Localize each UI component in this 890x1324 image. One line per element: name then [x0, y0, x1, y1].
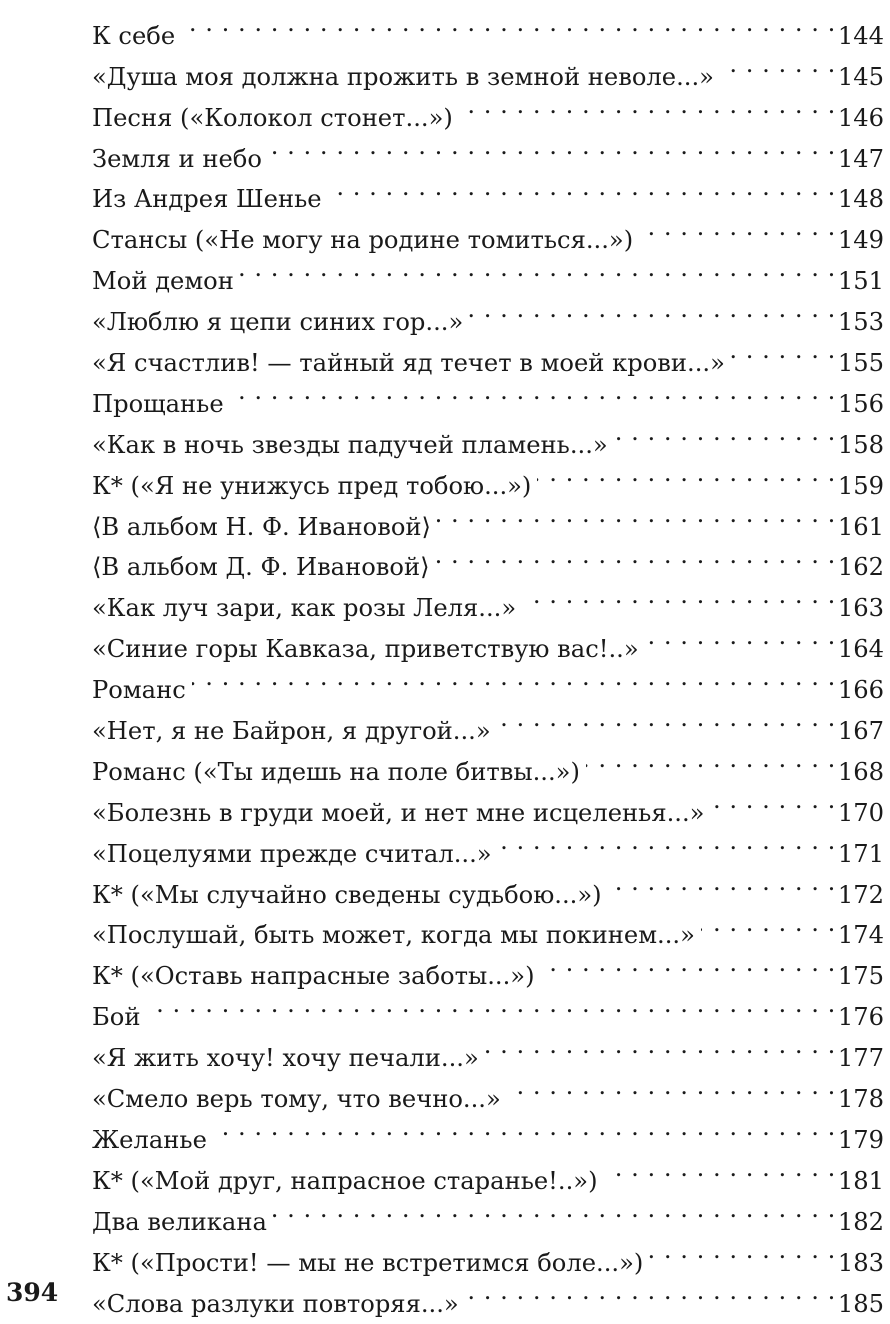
- toc-entry-title: К* («Оставь напрасные заботы...»): [92, 956, 541, 997]
- toc-entry-page: 164: [836, 629, 884, 670]
- toc-entry: [92, 1025, 884, 1066]
- dot-leader: [498, 821, 836, 862]
- toc-entry-page: 148: [836, 179, 884, 220]
- toc-entry-page: 183: [836, 1243, 884, 1284]
- toc-entry-title: К* («Мы случайно сведены судьбою...»): [92, 875, 608, 916]
- toc-entry: [92, 3, 884, 44]
- toc-entry-page: 151: [836, 261, 884, 302]
- dot-leader: [268, 126, 836, 167]
- toc-entry-page: 166: [836, 670, 884, 711]
- toc-entry-title: Песня («Колокол стонет...»): [92, 98, 459, 139]
- dot-leader: [608, 862, 836, 903]
- toc-entry-page: 147: [836, 139, 884, 180]
- toc-entry-title: Стансы («Не могу на родине томиться...»): [92, 220, 639, 261]
- toc-entry-title: К* («Я не унижусь пред тобою...»): [92, 466, 537, 507]
- toc-entry-title: К себе: [92, 16, 181, 57]
- toc-entry-page: 175: [836, 956, 884, 997]
- toc-entry-page: 146: [836, 98, 884, 139]
- dot-leader: [273, 1189, 836, 1230]
- toc-entry-page: 170: [836, 793, 884, 834]
- dot-leader: [541, 943, 836, 984]
- toc-entry-page: 145: [836, 57, 884, 98]
- dot-leader: [720, 44, 836, 85]
- toc-entry-title: ⟨В альбом Н. Ф. Ивановой⟩: [92, 507, 437, 548]
- toc-entry-title: ⟨В альбом Д. Ф. Ивановой⟩: [92, 547, 436, 588]
- toc-entry-title: «Болезнь в груди моей, и нет мне исцеленья...»: [92, 793, 710, 834]
- toc-entry-title: «Душа моя должна прожить в земной неволе...»: [92, 57, 720, 98]
- toc-entry-title: Мой демон: [92, 261, 240, 302]
- toc-entry-title: «Как в ночь звезды падучей пламень...»: [92, 425, 614, 466]
- toc-entry-title: «Нет, я не Байрон, я другой...»: [92, 711, 497, 752]
- toc-entry-page: 144: [836, 16, 884, 57]
- toc-entry-page: 153: [836, 302, 884, 343]
- dot-leader: [230, 371, 836, 412]
- toc-entry-title: «Смело верь тому, что вечно...»: [92, 1079, 507, 1120]
- toc-entry-page: 178: [836, 1079, 884, 1120]
- toc-entry-page: 162: [836, 547, 884, 588]
- toc-entry: [92, 698, 884, 739]
- dot-leader: [604, 1148, 836, 1189]
- toc-entry-page: 182: [836, 1202, 884, 1243]
- toc-entry-title: «Поцелуями прежде считал...»: [92, 834, 498, 875]
- toc-entry-page: 176: [836, 997, 884, 1038]
- dot-leader: [437, 494, 836, 535]
- toc-entry-page: 174: [836, 915, 884, 956]
- dot-leader: [213, 1107, 836, 1148]
- toc-entry-title: «Я счастлив! — тайный яд течет в моей крови...»: [92, 343, 731, 384]
- dot-leader: [240, 248, 836, 289]
- dot-leader: [649, 1230, 835, 1271]
- toc-entry-title: Романс («Ты идешь на поле битвы...»): [92, 752, 586, 793]
- toc-entry-title: Из Андрея Шенье: [92, 179, 328, 220]
- dot-leader: [328, 167, 836, 208]
- dot-leader: [701, 903, 836, 944]
- toc-entry-page: 172: [836, 875, 884, 916]
- toc-entry-page: 167: [836, 711, 884, 752]
- dot-leader: [192, 657, 836, 698]
- toc-entry-title: «Слова разлуки повторяя...»: [92, 1284, 465, 1324]
- toc-entry-page: 163: [836, 588, 884, 629]
- toc-entry-page: 159: [836, 466, 884, 507]
- dot-leader: [459, 85, 836, 126]
- toc-entry-page: 181: [836, 1161, 884, 1202]
- dot-leader: [537, 453, 835, 494]
- dot-leader: [485, 1025, 836, 1066]
- toc-entry-page: 171: [836, 834, 884, 875]
- toc-entry-title: Желанье: [92, 1120, 213, 1161]
- toc-entry-title: «Люблю я цепи синих гор...»: [92, 302, 469, 343]
- toc-entry-page: 161: [836, 507, 884, 548]
- dot-leader: [436, 535, 836, 576]
- toc-entry-title: «Послушай, быть может, когда мы покинем...»: [92, 915, 701, 956]
- toc-entry-title: Романс: [92, 670, 192, 711]
- dot-leader: [507, 1066, 836, 1107]
- toc-entry-title: Прощанье: [92, 384, 230, 425]
- page-number: 394: [6, 1273, 58, 1313]
- dot-leader: [522, 575, 836, 616]
- toc-entry-page: 149: [836, 220, 884, 261]
- table-of-contents: [92, 3, 884, 1312]
- dot-leader: [645, 616, 836, 657]
- dot-leader: [639, 207, 836, 248]
- toc-entry-page: 155: [836, 343, 884, 384]
- dot-leader: [181, 3, 836, 44]
- toc-entry-title: «Я жить хочу! хочу печали...»: [92, 1038, 485, 1079]
- toc-entry-title: К* («Мой друг, напрасное старанье!..»): [92, 1161, 604, 1202]
- toc-entry-page: 185: [836, 1284, 884, 1324]
- dot-leader: [710, 780, 835, 821]
- dot-leader: [469, 289, 836, 330]
- toc-entry-title: «Синие горы Кавказа, приветствую вас!..»: [92, 629, 645, 670]
- toc-entry-page: 156: [836, 384, 884, 425]
- toc-entry: [92, 44, 884, 85]
- dot-leader: [497, 698, 836, 739]
- toc-entry: [92, 984, 884, 1025]
- toc-entry: [92, 657, 884, 698]
- dot-leader: [465, 1271, 836, 1312]
- dot-leader: [614, 412, 836, 453]
- toc-entry-title: Земля и небо: [92, 139, 268, 180]
- toc-entry-title: К* («Прости! — мы не встретимся боле...»): [92, 1243, 649, 1284]
- dot-leader: [586, 739, 836, 780]
- toc-entry-page: 179: [836, 1120, 884, 1161]
- toc-entry-page: 168: [836, 752, 884, 793]
- toc-entry-page: 177: [836, 1038, 884, 1079]
- dot-leader: [731, 330, 836, 371]
- toc-entry-title: Бой: [92, 997, 146, 1038]
- toc-entry-page: 158: [836, 425, 884, 466]
- dot-leader: [146, 984, 835, 1025]
- toc-entry-title: Два великана: [92, 1202, 273, 1243]
- toc-entry-title: «Как луч зари, как розы Леля...»: [92, 588, 522, 629]
